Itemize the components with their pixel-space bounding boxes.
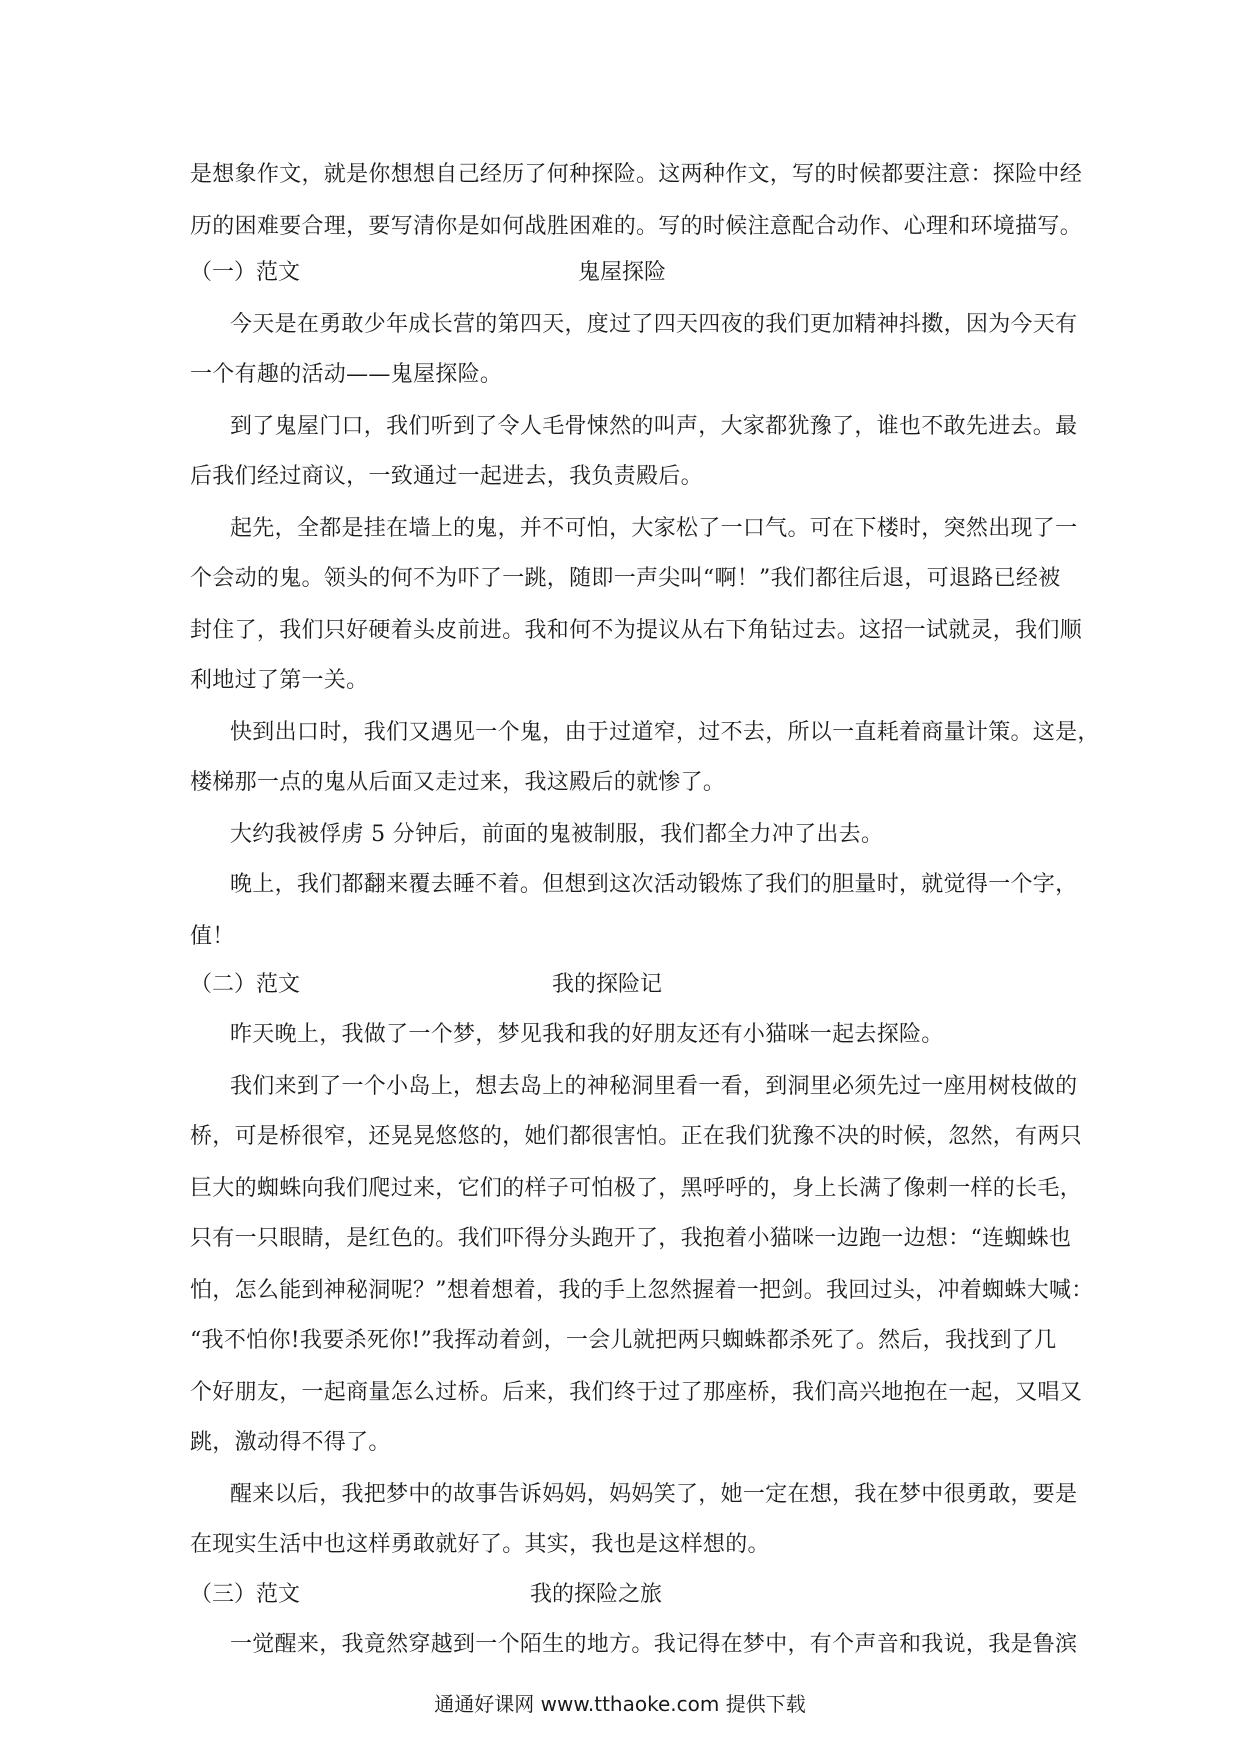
essay1-line: 晚上，我们都翻来覆去睡不着。但想到这次活动锻炼了我们的胆量时，就觉得一个字， [230,872,1078,897]
essay3-label: （三）范文 [190,1582,301,1607]
essay2-label: （二）范文 [190,972,301,997]
essay2-line: 怕，怎么能到神秘洞呢？”想着想着，我的手上忽然握着一把剑。我回过头，冲着蜘蛛大喊： [190,1278,1094,1303]
essay2-line: 桥，可是桥很窄，还晃晃悠悠的，她们都很害怕。正在我们犹豫不决的时候，忽然，有两只 [190,1124,1083,1149]
intro-line-2: 历的困难要合理，要写清你是如何战胜困难的。写的时候注意配合动作、心理和环境描写。 [190,214,1083,239]
essay1-line: 到了鬼屋门口，我们听到了令人毛骨悚然的叫声，大家都犹豫了，谁也不敢先进去。最 [230,414,1078,439]
essay2-line: 我们来到了一个小岛上，想去岛上的神秘洞里看一看，到洞里必须先过一座用树枝做的 [230,1074,1078,1099]
essay3-line: 一觉醒来，我竟然穿越到一个陌生的地方。我记得在梦中，有个声音和我说，我是鲁滨 [230,1632,1078,1657]
essay1-line: 起先，全都是挂在墙上的鬼，并不可怕，大家松了一口气。可在下楼时，突然出现了一 [230,516,1078,541]
essay1-line: 利地过了第一关。 [190,668,369,693]
intro-line-1: 是想象作文，就是你想想自己经历了何种探险。这两种作文，写的时候都要注意：探险中经 [190,162,1083,187]
essay1-line: 封住了，我们只好硬着头皮前进。我和何不为提议从右下角钻过去。这招一试就灵，我们顺 [190,618,1083,643]
essay1-line: 一个有趣的活动——鬼屋探险。 [190,362,503,387]
essay2-line: 巨大的蜘蛛向我们爬过来，它们的样子可怕极了，黑呼呼的，身上长满了像刺一样的长毛， [190,1176,1083,1201]
essay2-line: “我不怕你!我要杀死你!”我挥动着剑，一会儿就把两只蜘蛛都杀死了。然后，我找到了几 [190,1328,1057,1353]
essay1-line: 快到出口时，我们又遇见一个鬼，由于过道窄，过不去，所以一直耗着商量计策。这是， [230,720,1100,745]
essay1-line: 后我们经过商议，一致通过一起进去，我负责殿后。 [190,464,703,489]
essay3-title: 我的探险之旅 [530,1582,663,1607]
essay1-title: 鬼屋探险 [578,260,667,285]
essay1-line: 今天是在勇敢少年成长营的第四天，度过了四天四夜的我们更加精神抖擞，因为今天有 [230,312,1078,337]
page-footer: 通通好课网 www.tthaoke.com 提供下载 [434,1692,806,1716]
essay2-line: 只有一只眼睛，是红色的。我们吓得分头跑开了，我抱着小猫咪一边跑一边想：“连蜘蛛也 [190,1226,1072,1251]
essay2-line: 醒来以后，我把梦中的故事告诉妈妈，妈妈笑了，她一定在想，我在梦中很勇敢，要是 [230,1482,1078,1507]
essay2-line: 在现实生活中也这样勇敢就好了。其实，我也是这样想的。 [190,1532,770,1557]
essay1-label: （一）范文 [190,260,301,285]
essay2-line: 跳，激动得不得了。 [190,1430,391,1455]
essay1-line: 楼梯那一点的鬼从后面又走过来，我这殿后的就惨了。 [190,770,726,795]
essay1-line: 大约我被俘虏 5 分钟后，前面的鬼被制服，我们都全力冲了出去。 [230,822,884,847]
essay2-title: 我的探险记 [552,972,663,997]
essay2-line: 昨天晚上，我做了一个梦，梦见我和我的好朋友还有小猫咪一起去探险。 [230,1022,944,1047]
essay2-line: 个好朋友，一起商量怎么过桥。后来，我们终于过了那座桥，我们高兴地抱在一起，又唱又 [190,1380,1083,1405]
essay1-line: 个会动的鬼。领头的何不为吓了一跳，随即一声尖叫“啊！”我们都往后退，可退路已经被 [190,566,1061,591]
essay1-line: 值！ [190,924,235,949]
